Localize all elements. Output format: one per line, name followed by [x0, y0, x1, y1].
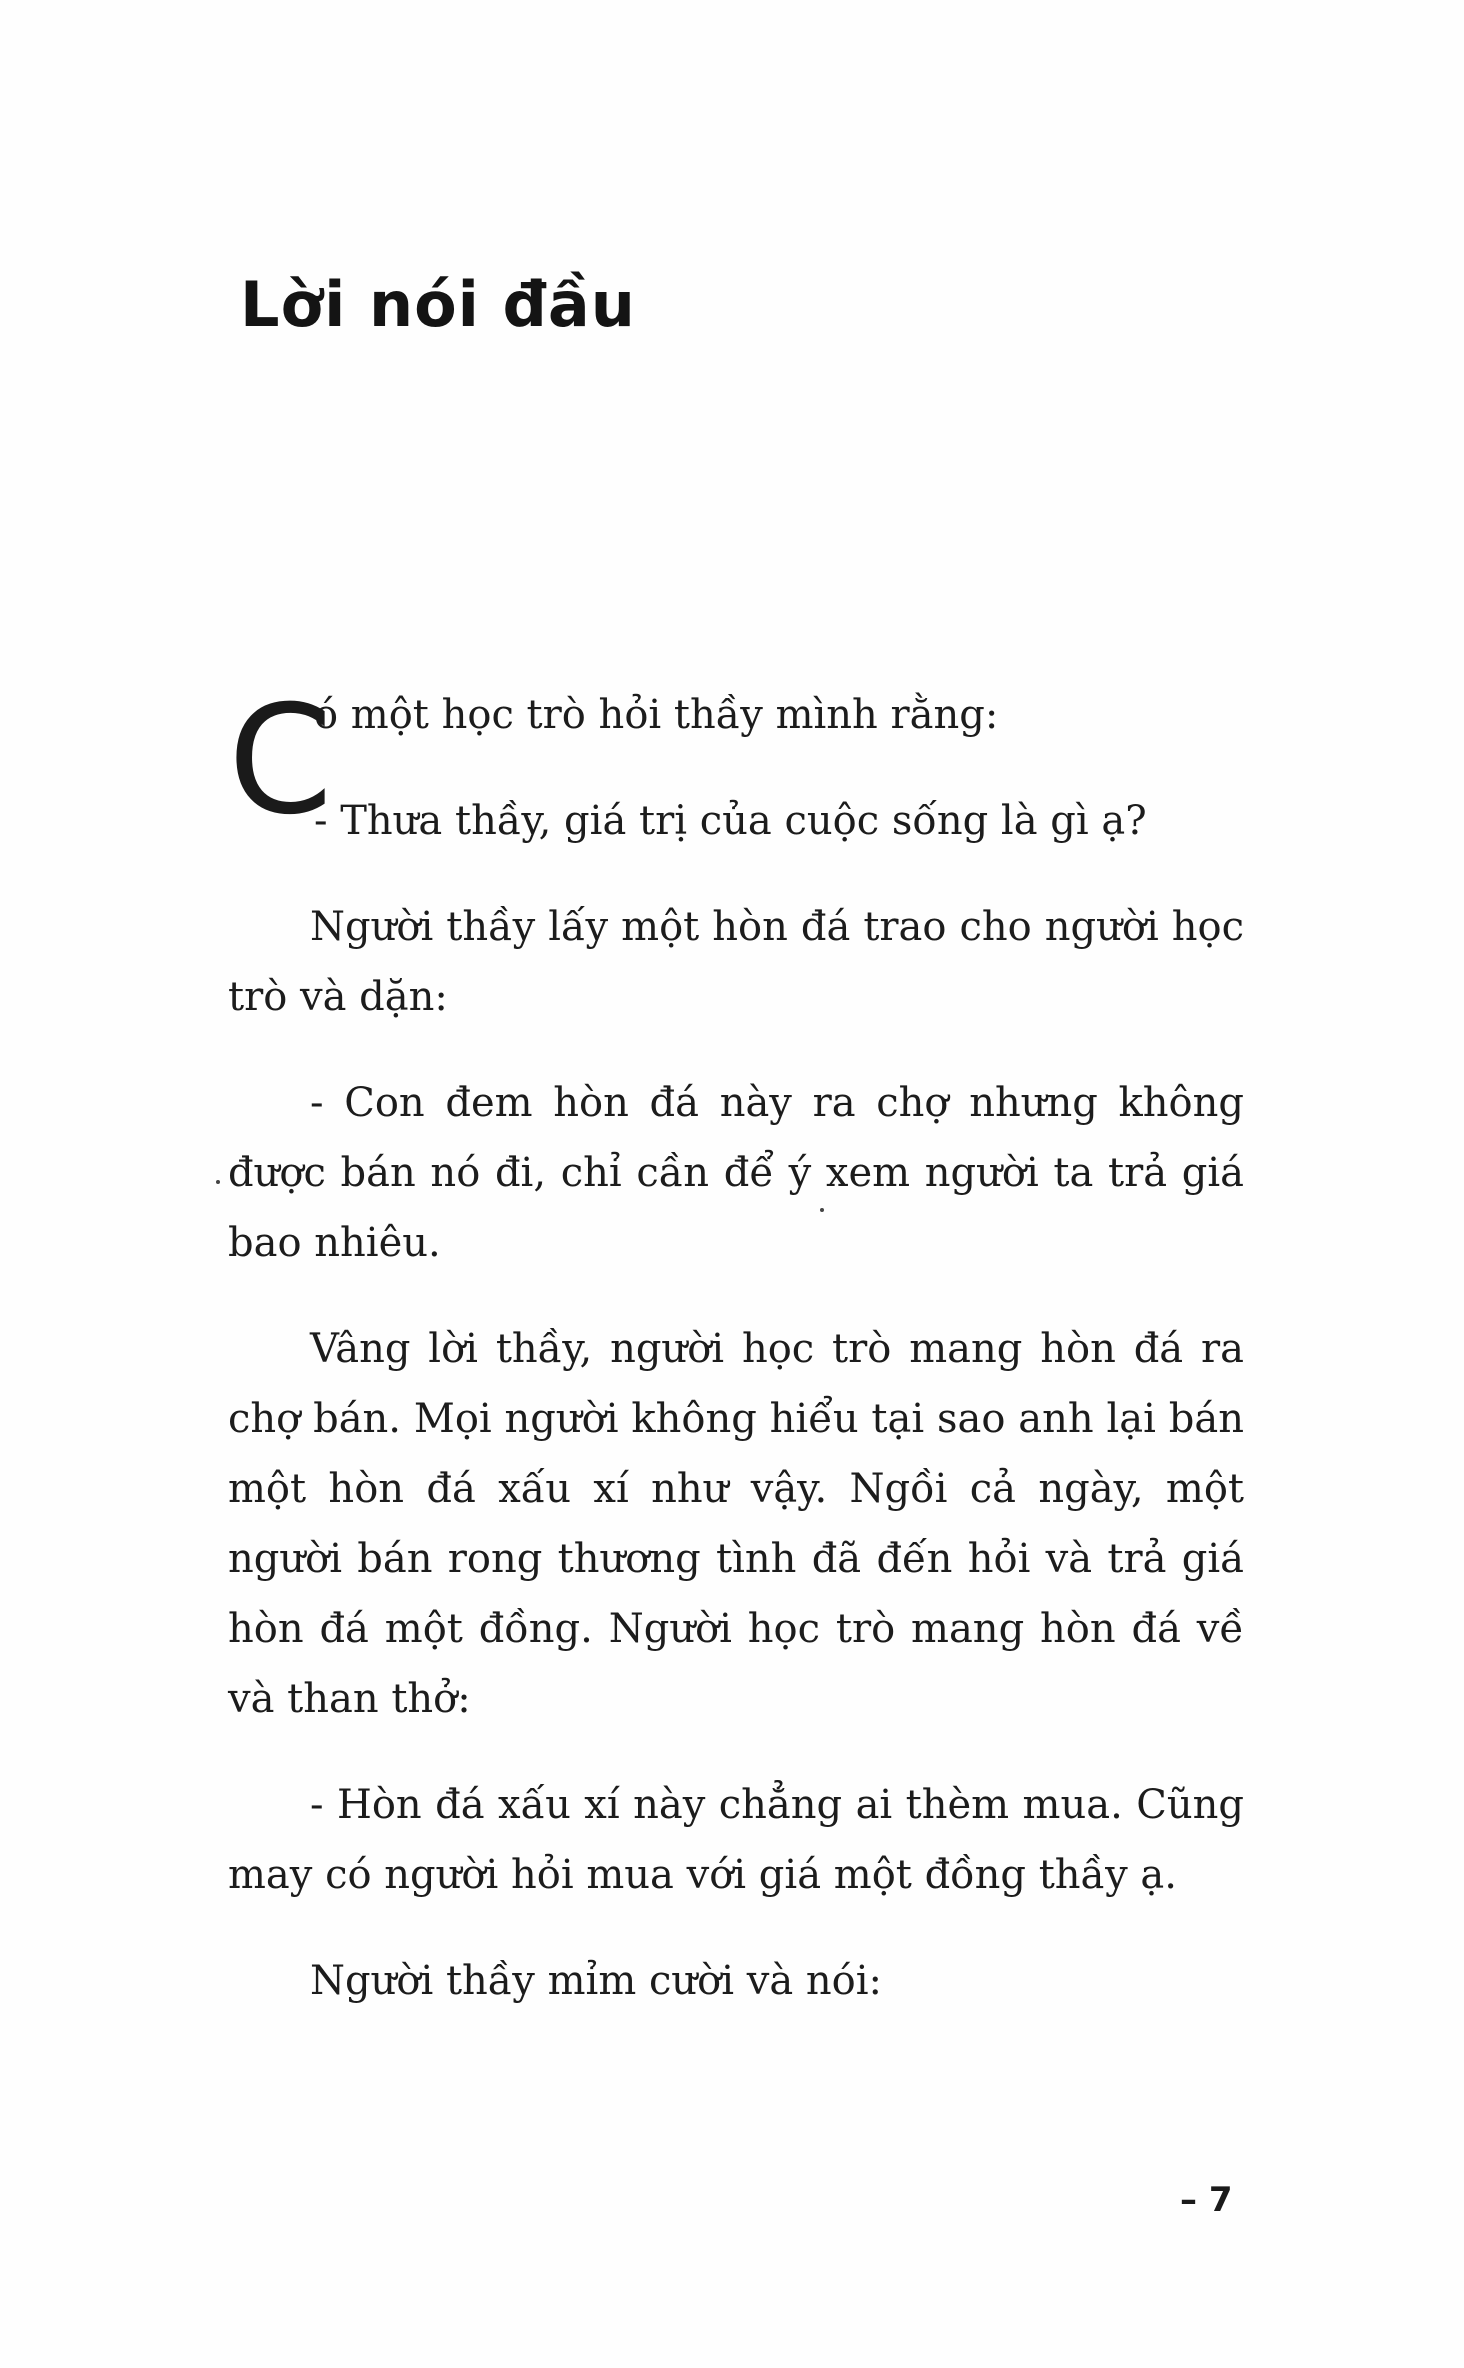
student-question: - Thưa thầy, giá trị của cuộc sống là gì ạ? [314, 798, 1147, 844]
paragraph-4: - Hòn đá xấu xí này chẳng ai thèm mua. Cũng may có người hỏi mua với giá một đồng thầy ạ. [228, 1782, 1244, 1898]
paragraph-2: - Con đem hòn đá này ra chợ nhưng không được bán nó đi, chỉ cần để ý xem người ta trả giá bao nhiêu. [228, 1080, 1244, 1266]
dropcap-paragraph [228, 674, 1244, 856]
body-text [228, 674, 1244, 2052]
page-number: – 7 [1180, 2180, 1233, 2220]
print-speck [820, 1208, 824, 1212]
paragraph-1: Người thầy lấy một hòn đá trao cho người học trò và dặn: [228, 904, 1244, 1020]
dropcap-letter: C [228, 674, 333, 848]
paragraph-3: Vâng lời thầy, người học trò mang hòn đá ra chợ bán. Mọi người không hiểu tại sao anh lại bán một hòn đá xấu xí như vậy. Ngồi cả ngày, một người bán rong thương tình đã đến hỏi và trả giá hòn đá một đồng. Người học trò mang hòn đá về và than thở: [228, 1326, 1244, 1722]
print-speck [216, 1180, 220, 1184]
chapter-title: Lời nói đầu [240, 268, 636, 341]
opening-line: ó một học trò hỏi thầy mình rằng: [314, 692, 999, 738]
paragraph-5: Người thầy mỉm cười và nói: [310, 1958, 883, 2004]
